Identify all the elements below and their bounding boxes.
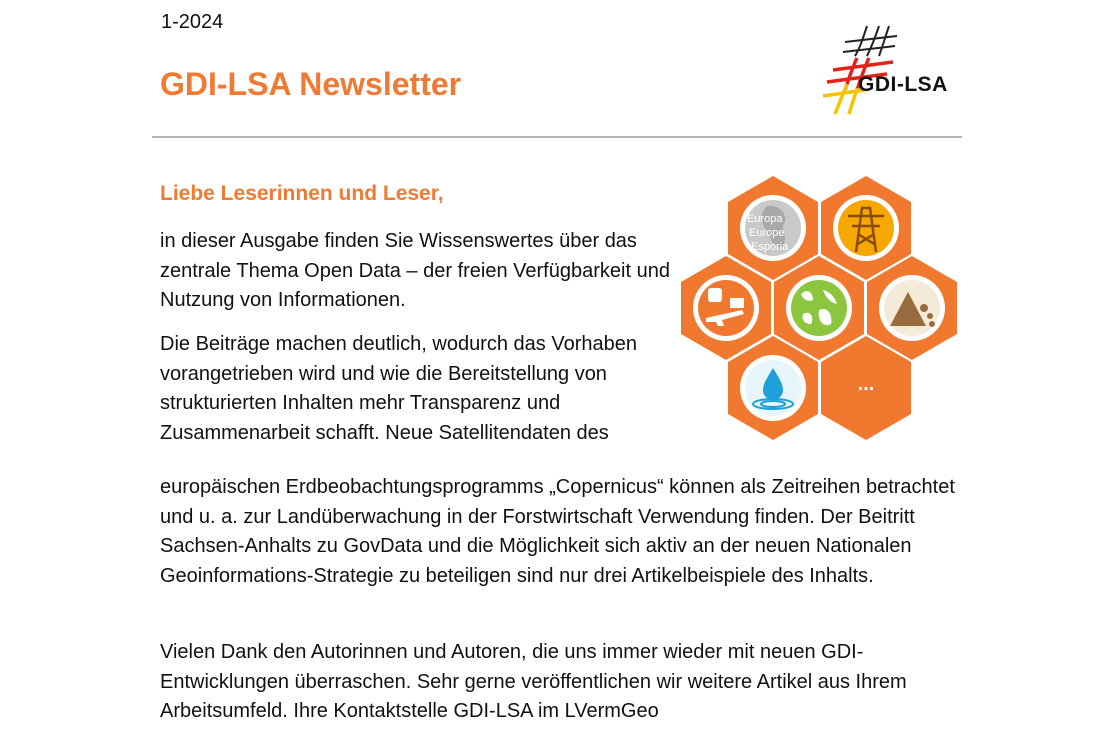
logo-text: GDI-LSA [858,73,948,96]
closing-paragraph: Vielen Dank den Autorinnen und Autoren, die uns immer wieder mit neuen GDI-Entwicklungen überraschen. Sehr gerne veröffentlichen wir weitere Artikel aus Ihrem Arbeitsumfeld. Ihre Kontaktstelle GDI-LSA im LVermGeo [160,641,907,722]
newsletter-title: GDI-LSA Newsletter [160,66,462,102]
transport-icon [681,256,771,360]
issue-number: 1-2024 [161,11,224,33]
gdi-lsa-logo [815,18,965,118]
globe-word-2: Europe [749,227,785,239]
intro-paragraph: in dieser Ausgabe finden Sie Wissenswertes über das zentrale Thema Open Data – der freien Verfügbarkeit und Nutzung von Informationen. [160,230,670,311]
more-label: ... [857,373,875,395]
globe-word-1: Europa [747,213,783,225]
body-paragraph-1: Die Beiträge machen deutlich, wodurch das Vorhaben vorangetrieben wird und wie die Bereitstellung von strukturierten Inhalten mehr Transparenz und Zusammenarbeit schafft. Neue Satellitendaten des [160,333,637,444]
body-paragraph-2: europäischen Erdbeobachtungsprogramms „Copernicus“ können als Zeitreihen betrachtet und u. a. zur Landüberwachung in der Forstwirtschaft Verwendung finden. Der Beitritt Sachsen-Anhalts zu GovData und die Möglichkeit sich aktiv an der neuen Nationalen Geoinformations-Strategie zu beteiligen sind nur drei Artikelbeispiele des Inhalts. [160,476,955,587]
greeting-heading: Liebe Leserinnen und Leser, [160,182,444,205]
header-divider [152,136,962,138]
open-data-hexagon-graphic [676,176,966,446]
globe-word-3: Esporia [751,241,789,253]
